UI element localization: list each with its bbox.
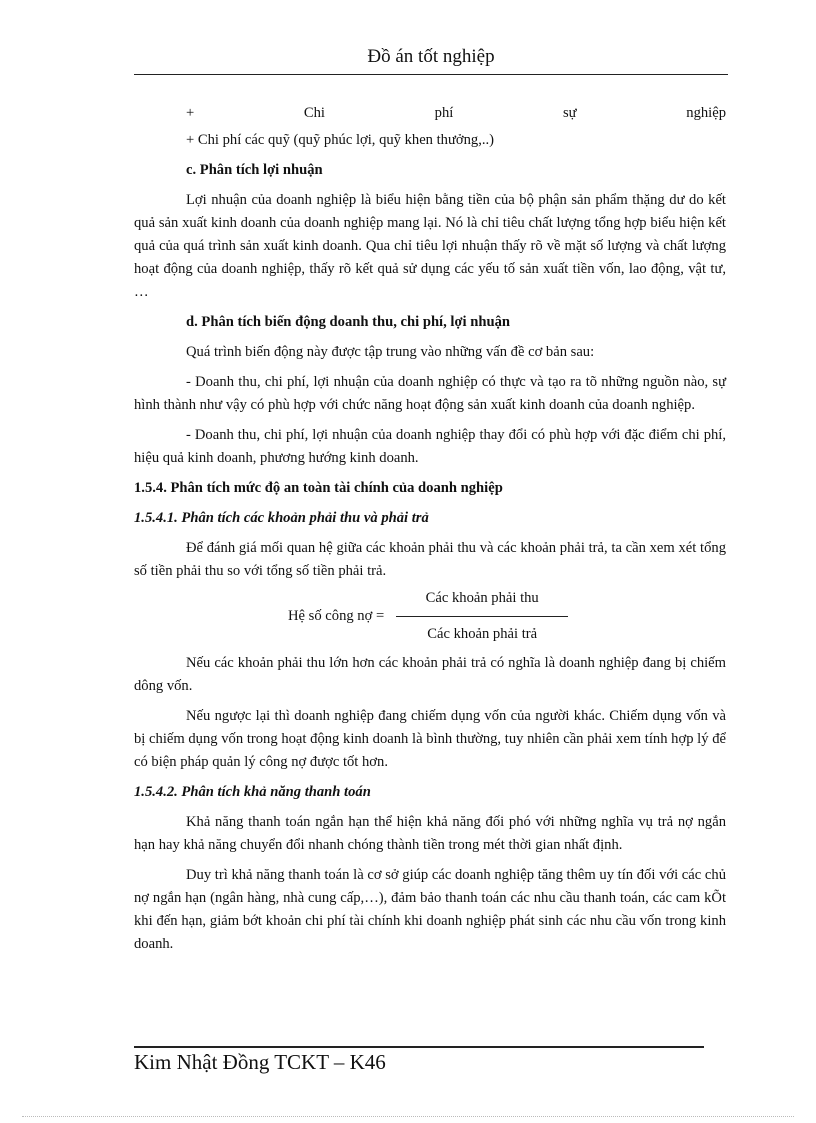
paragraph-bien-dong-2: - Doanh thu, chi phí, lợi nhuận của doanh nghiệp thay đổi có phù hợp với đặc điểm chi phí, hiệu quả kinh doanh, phương hướng kinh doanh. — [134, 427, 726, 466]
subsection-1-5-4-1-heading: 1.5.4.1. Phân tích các khoản phải thu và phải trả — [134, 510, 429, 526]
paragraph-kha-nang-thanh-toan-2: Duy trì khả năng thanh toán là cơ sở giúp các doanh nghiệp tăng thêm uy tín đối với các chủ nợ ngắn hạn (ngân hàng, nhà cung cấp,…), đảm bảo thanh toán các nhu cầu thanh toán, các cam kÕt khi đến hạn, giảm bớt khoản chi phí tài chính khi doanh nghiệp phát sinh các nhu cầu vốn trong kinh doanh. — [134, 867, 726, 952]
formula-denominator: Các khoản phải trả — [427, 626, 538, 642]
paragraph-phai-thu-lon-hon: Nếu các khoản phải thu lớn hơn các khoản phải trả có nghĩa là doanh nghiệp đang bị chiếm dông vốn. — [134, 655, 726, 694]
paragraph-kha-nang-thanh-toan-1: Khả năng thanh toán ngắn hạn thể hiện khả năng đối phó với những nghĩa vụ trả nợ ngắn hạn hay khả năng chuyển đổi nhanh chóng thành tiền trong mét thời gian nhất định. — [134, 814, 726, 853]
chi-phi-su-nghiep-line — [134, 102, 726, 125]
he-so-cong-no-formula — [134, 587, 726, 646]
heading-c-loi-nhuan: c. Phân tích lợi nhuận — [186, 162, 323, 178]
paragraph-bien-dong-intro: Quá trình biến động này được tập trung vào những vấn đề cơ bản sau: — [186, 344, 595, 360]
word-nghiep: nghiệp — [686, 105, 726, 121]
page-bottom-edge — [22, 1116, 794, 1117]
heading-d-bien-dong: d. Phân tích biến động doanh thu, chi phí, lợi nhuận — [186, 314, 511, 330]
paragraph-phai-thu-phai-tra: Để đánh giá mối quan hệ giữa các khoản phải thu và các khoản phải trả, ta cần xem xét tổng số tiền phải thu so với tổng số tiền phải trả. — [134, 540, 726, 579]
word-su: sự — [563, 105, 577, 121]
bullet-plus: + — [186, 105, 195, 121]
footer-divider — [134, 1046, 704, 1048]
formula-fraction — [396, 587, 568, 646]
page-footer-author: Kim Nhật Đồng TCKT – K46 — [134, 1050, 386, 1074]
word-phi: phí — [434, 105, 454, 121]
paragraph-bien-dong-1: - Doanh thu, chi phí, lợi nhuận của doanh nghiệp có thực và tạo ra tõ những nguồn nào, sự hình thành như vậy có phù hợp với chức năng hoạt động sản xuất kinh doanh của doanh nghiệp. — [134, 374, 726, 413]
paragraph-chiem-dung-von: Nếu ngược lại thì doanh nghiệp đang chiếm dụng vốn của người khác. Chiếm dụng vốn và bị chiếm dụng vốn trong hoạt động kinh doanh là bình thường, tuy nhiên cần phải xem tính hợp lý để có biện pháp quản lý công nợ được tốt hơn. — [134, 708, 726, 770]
page-header-title: Đồ án tốt nghiệp — [367, 46, 495, 67]
document-body — [134, 102, 726, 963]
header-divider — [134, 74, 728, 75]
word-chi: Chi — [303, 105, 325, 121]
paragraph-loi-nhuan: Lợi nhuận của doanh nghiệp là biểu hiện bằng tiền của bộ phận sản phẩm thặng dư do kết quả sản xuất kinh doanh của doanh nghiệp mang lại. Nó là chỉ tiêu chất lượng tổng hợp biểu hiện kết quả của quá trình sản xuất kinh doanh. Qua chỉ tiêu lợi nhuận thấy rõ về mặt số lượng và chất lượng hoạt động của doanh nghiệp, thấy rõ kết quả sử dụng các yếu tố sản xuất tiền vốn, lao động, vật tư, … — [134, 192, 726, 300]
formula-numerator: Các khoản phải thu — [396, 587, 568, 617]
formula-label: Hệ số công nợ = — [288, 608, 385, 624]
chi-phi-cac-quy-line: + Chi phí các quỹ (quỹ phúc lợi, quỹ khen thưởng,..) — [186, 132, 495, 148]
subsection-1-5-4-2-heading: 1.5.4.2. Phân tích khả năng thanh toán — [134, 784, 371, 800]
section-1-5-4-heading: 1.5.4. Phân tích mức độ an toàn tài chính của doanh nghiệp — [134, 480, 503, 496]
